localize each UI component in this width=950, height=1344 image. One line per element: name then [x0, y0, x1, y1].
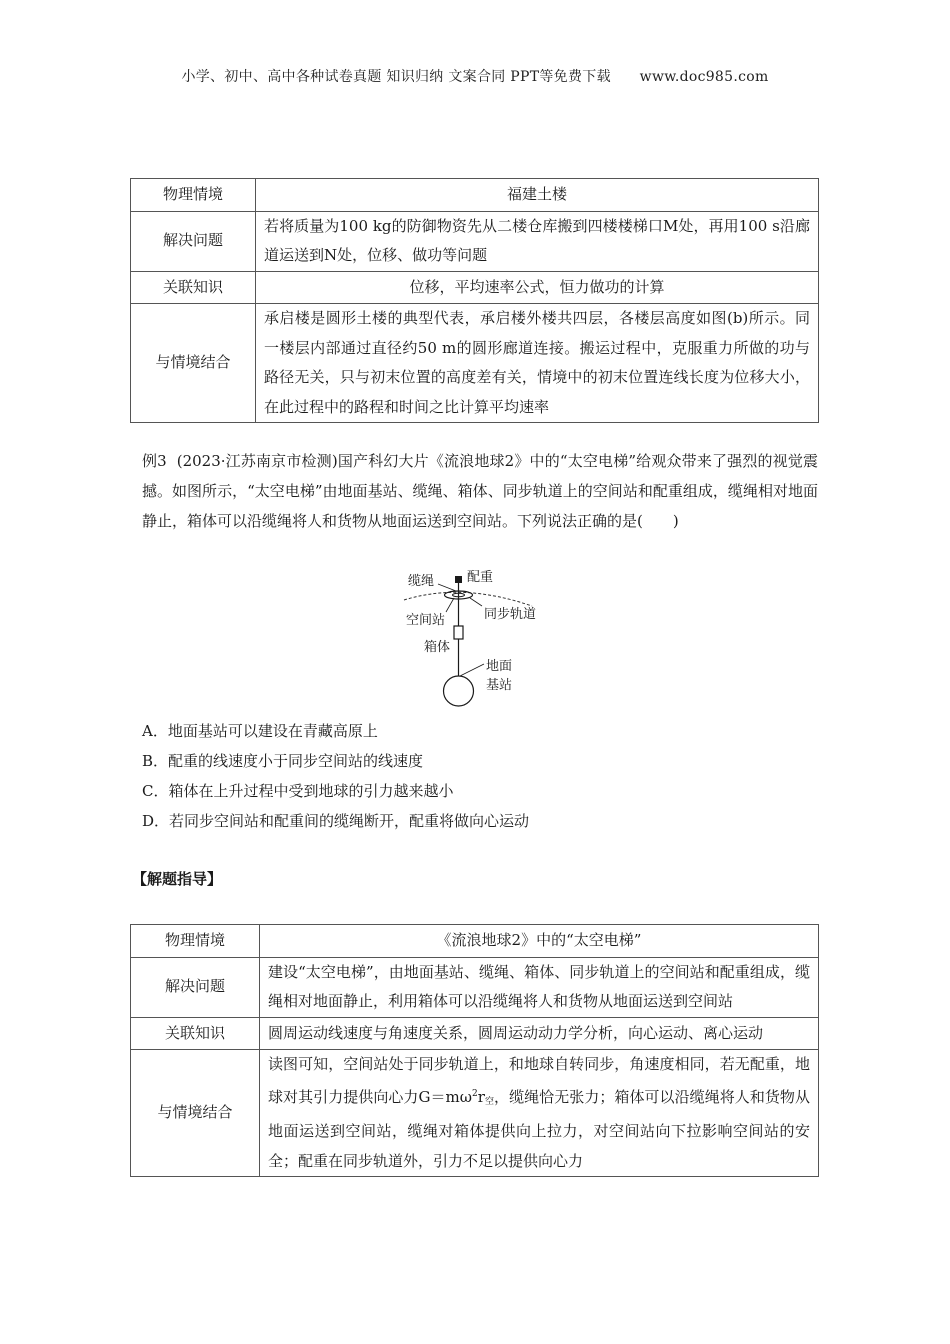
table-value: 《流浪地球2》中的“太空电梯”	[260, 925, 819, 958]
label-ground-line2: 基站	[486, 678, 513, 693]
table-key: 关联知识	[131, 1017, 260, 1050]
answer-options	[142, 716, 529, 836]
table-row	[131, 1017, 819, 1050]
table-key: 与情境结合	[131, 1050, 260, 1177]
table-value: 建设“太空电梯”，由地面基站、缆绳、箱体、同步轨道上的空间站和配重组成，缆绳相对地面静止，利用箱体可以沿缆绳将人和货物从地面运送到空间站	[260, 957, 819, 1017]
option-d[interactable]: D．若同步空间站和配重间的缆绳断开，配重将做向心运动	[142, 812, 530, 830]
example-source: (2023·江苏南京市检测)	[176, 452, 338, 470]
table-key: 关联知识	[131, 271, 256, 304]
table-key: 与情境结合	[131, 304, 256, 423]
page-header	[0, 66, 950, 86]
label-leader	[438, 584, 456, 591]
option-a[interactable]: A．地面基站可以建设在青藏高原上	[142, 722, 378, 740]
option-c[interactable]: C．箱体在上升过程中受到地球的引力越来越小	[142, 782, 454, 800]
table-key: 物理情境	[131, 925, 260, 958]
label-cabin: 箱体	[424, 640, 451, 655]
example-question	[142, 446, 818, 536]
earth-circle	[444, 676, 474, 706]
table-value: 位移，平均速率公式，恒力做功的计算	[256, 271, 819, 304]
table-value	[260, 1050, 819, 1177]
table-row	[131, 925, 819, 958]
table-value: 圆周运动线速度与角速度关系，圆周运动动力学分析，向心运动、离心运动	[260, 1017, 819, 1050]
header-text: 小学、初中、高中各种试卷真题 知识归纳 文案合同 PPT等免费下载	[181, 69, 611, 85]
table-row	[131, 1050, 819, 1177]
scenario-table-1	[130, 178, 819, 423]
formula-superscript: 2	[472, 1088, 478, 1099]
label-station: 空间站	[406, 613, 446, 628]
label-leader	[470, 598, 482, 606]
label-counterweight: 配重	[467, 570, 494, 585]
header-url[interactable]: www.doc985.com	[639, 69, 769, 85]
table-row	[131, 211, 819, 271]
table-row	[131, 271, 819, 304]
scenario-table-2	[130, 924, 819, 1177]
formula-variable: r	[477, 1087, 485, 1106]
table-row	[131, 957, 819, 1017]
counterweight-block	[455, 576, 462, 583]
table-key: 解决问题	[131, 211, 256, 271]
table-value: 若将质量为100 kg的防御物资先从二楼仓库搬到四楼楼梯口M处，再用100 s沿廊道运送到N处，位移、做功等问题	[256, 211, 819, 271]
table-value: 福建土楼	[256, 179, 819, 212]
formula-text-before: 读图可知，空间站处于同步轨道上，和地球自转同步，角速度相同，若无配重，地球对其引力提供向心力G＝mω	[268, 1055, 810, 1106]
formula-subscript: 空	[484, 1096, 495, 1107]
label-leader	[446, 598, 454, 612]
table-key: 解决问题	[131, 957, 260, 1017]
table-key: 物理情境	[131, 179, 256, 212]
label-orbit: 同步轨道	[484, 607, 537, 622]
table-row	[131, 304, 819, 423]
cabin-box	[454, 626, 463, 639]
label-ground-line1: 地面	[486, 659, 513, 674]
sync-orbit-arc	[404, 592, 532, 606]
label-leader	[460, 664, 484, 676]
space-elevator-diagram	[400, 568, 560, 708]
example-text: 国产科幻大片《流浪地球2》中的“太空电梯”给观众带来了强烈的视觉震撼。如图所示，“太空电梯”由地面基站、缆绳、箱体、同步轨道上的空间站和配重组成，缆绳相对地面静止，箱体可以沿缆绳将人和货物从地面运送到空间站。下列说法正确的是( )	[142, 452, 818, 530]
example-number: 例3	[142, 452, 167, 470]
formula-text-after: ，缆绳恰无张力；箱体可以沿缆绳将人和货物从地面运送到空间站，缆绳对箱体提供向上拉力，对空间站向下拉影响空间站的安全；配重在同步轨道外，引力不足以提供向心力	[268, 1087, 810, 1170]
guide-title: 【解题指导】	[132, 870, 223, 888]
table-row	[131, 179, 819, 212]
option-b[interactable]: B．配重的线速度小于同步空间站的线速度	[142, 752, 424, 770]
label-cable: 缆绳	[408, 574, 435, 589]
table-value: 承启楼是圆形土楼的典型代表，承启楼外楼共四层，各楼层高度如图(b)所示。同一楼层内部通过直径约50 m的圆形廊道连接。搬运过程中，克服重力所做的功与路径无关，只与初末位置的高度差有关，情境中的初末位置连线长度为位移大小，在此过程中的路程和时间之比计算平均速率	[256, 304, 819, 423]
